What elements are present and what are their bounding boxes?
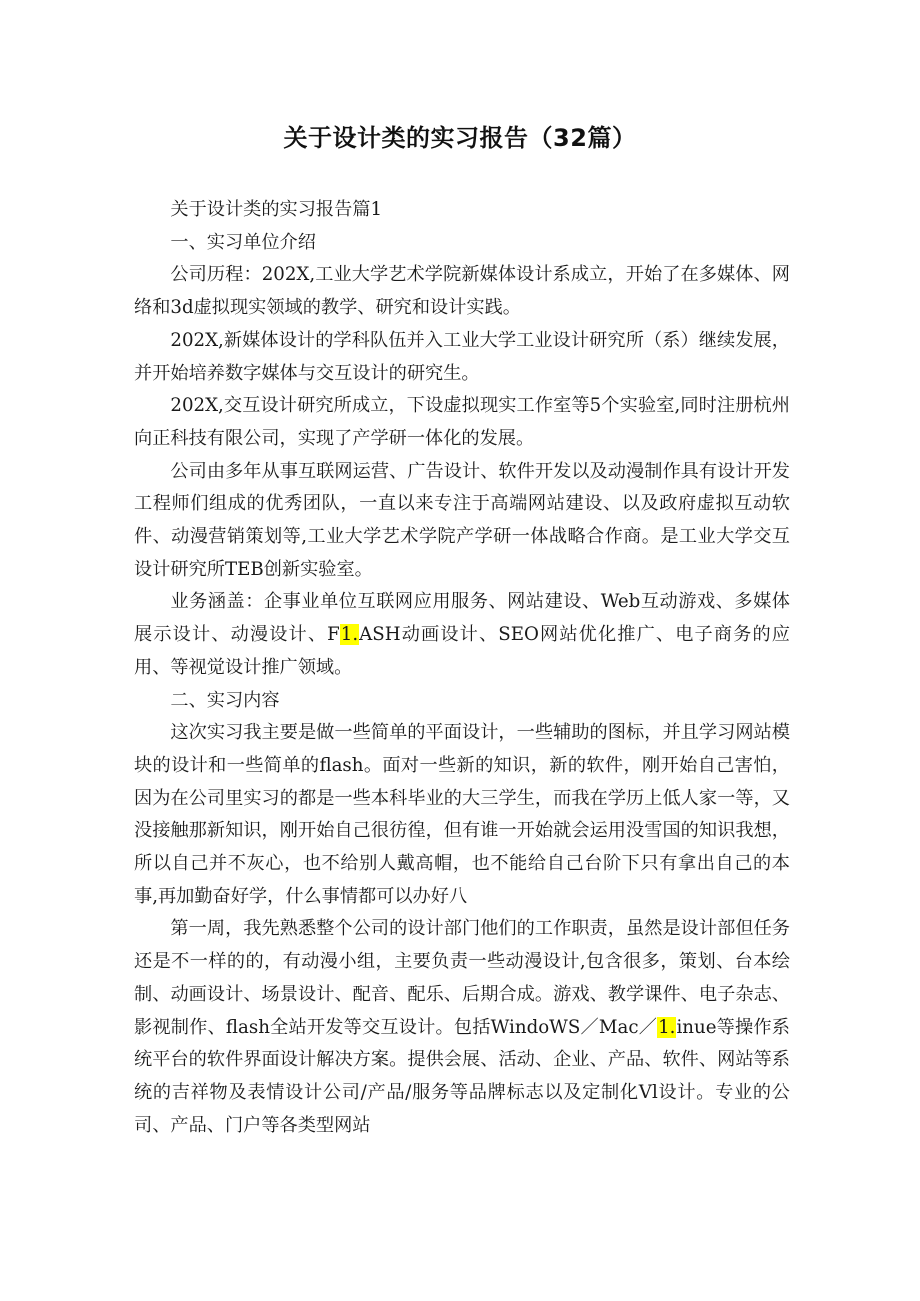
paragraph-text: ASH动画设计、SEO网站优化推广、电子商务的应用、等视觉设计推广领域。 (134, 624, 790, 678)
paragraph (134, 913, 790, 1142)
highlighted-text: 1. (340, 624, 359, 646)
document-title: 关于设计类的实习报告（32篇） (283, 124, 637, 152)
paragraph: 公司历程：202X,工业大学艺术学院新媒体设计系成立，开始了在多媒体、网络和3d虚拟现实领域的教学、研究和设计实践。 (134, 264, 790, 319)
paragraph (134, 586, 790, 684)
paragraph-text: 第一周，我先熟悉整个公司的设计部门他们的工作职责，虽然是设计部但任务还是不一样的的，有动漫小组，主要负责一些动漫设计,包含很多，策划、台本绘制、动画设计、场景设计、配音、配乐、后期合成。游戏、教学课件、电子杂志、影视制作、flash全站开发等交互设计。包括WindoWS／Mac／ (134, 918, 790, 1038)
paragraph-text: 业务涵盖：企事业单位互联网应用服务、网站建设、Web互动游戏、多媒体展示设计、动漫设计、F (134, 591, 790, 646)
paragraph: 这次实习我主要是做一些简单的平面设计，一些辅助的图标，并且学习网站模块的设计和一些简单的flash。面对一些新的知识，新的软件，刚开始自己害怕，因为在公司里实习的都是一些本科毕业的大三学生，而我在学历上低人家一等，又没接触那新知识，刚开始自己很彷徨，但有谁一开始就会运用没雪国的知识我想，所以自己并不灰心，也不给别人戴高帽，也不能给自己台阶下只有拿出自己的本事,再加勤奋好学，什么事情都可以办好八 (134, 722, 790, 907)
section-heading: 二、实习内容 (170, 689, 280, 711)
section-heading: 关于设计类的实习报告篇1 (170, 199, 383, 220)
paragraph: 202X,交互设计研究所成立，下设虚拟现实工作室等5个实验室,同时注册杭州向正科技有限公司，实现了产学研一体化的发展。 (134, 395, 790, 449)
paragraph-text: inue等操作系统平台的软件界面设计解决方案。提供会展、活动、企业、产品、软件、网站等系统的吉祥物及表情设计公司/产品/服务等品牌标志以及定制化Vl设计。专业的公司、产品、门户等各类型网站 (134, 1016, 790, 1136)
section-heading: 一、实习单位介绍 (170, 231, 316, 253)
paragraph: 公司由多年从事互联网运营、广告设计、软件开发以及动漫制作具有设计开发工程师们组成的优秀团队，一直以来专注于高端网站建设、以及政府虚拟互动软件、动漫营销策划等,工业大学艺术学院产学研一体战略合作商。是工业大学交互设计研究所TEB创新实验室。 (134, 460, 790, 580)
paragraph: 202X,新媒体设计的学科队伍并入工业大学工业设计研究所（系）继续发展，并开始培养数字媒体与交互设计的研究生。 (134, 329, 790, 384)
highlighted-text: 1. (658, 1016, 676, 1038)
document-body (134, 194, 790, 1142)
